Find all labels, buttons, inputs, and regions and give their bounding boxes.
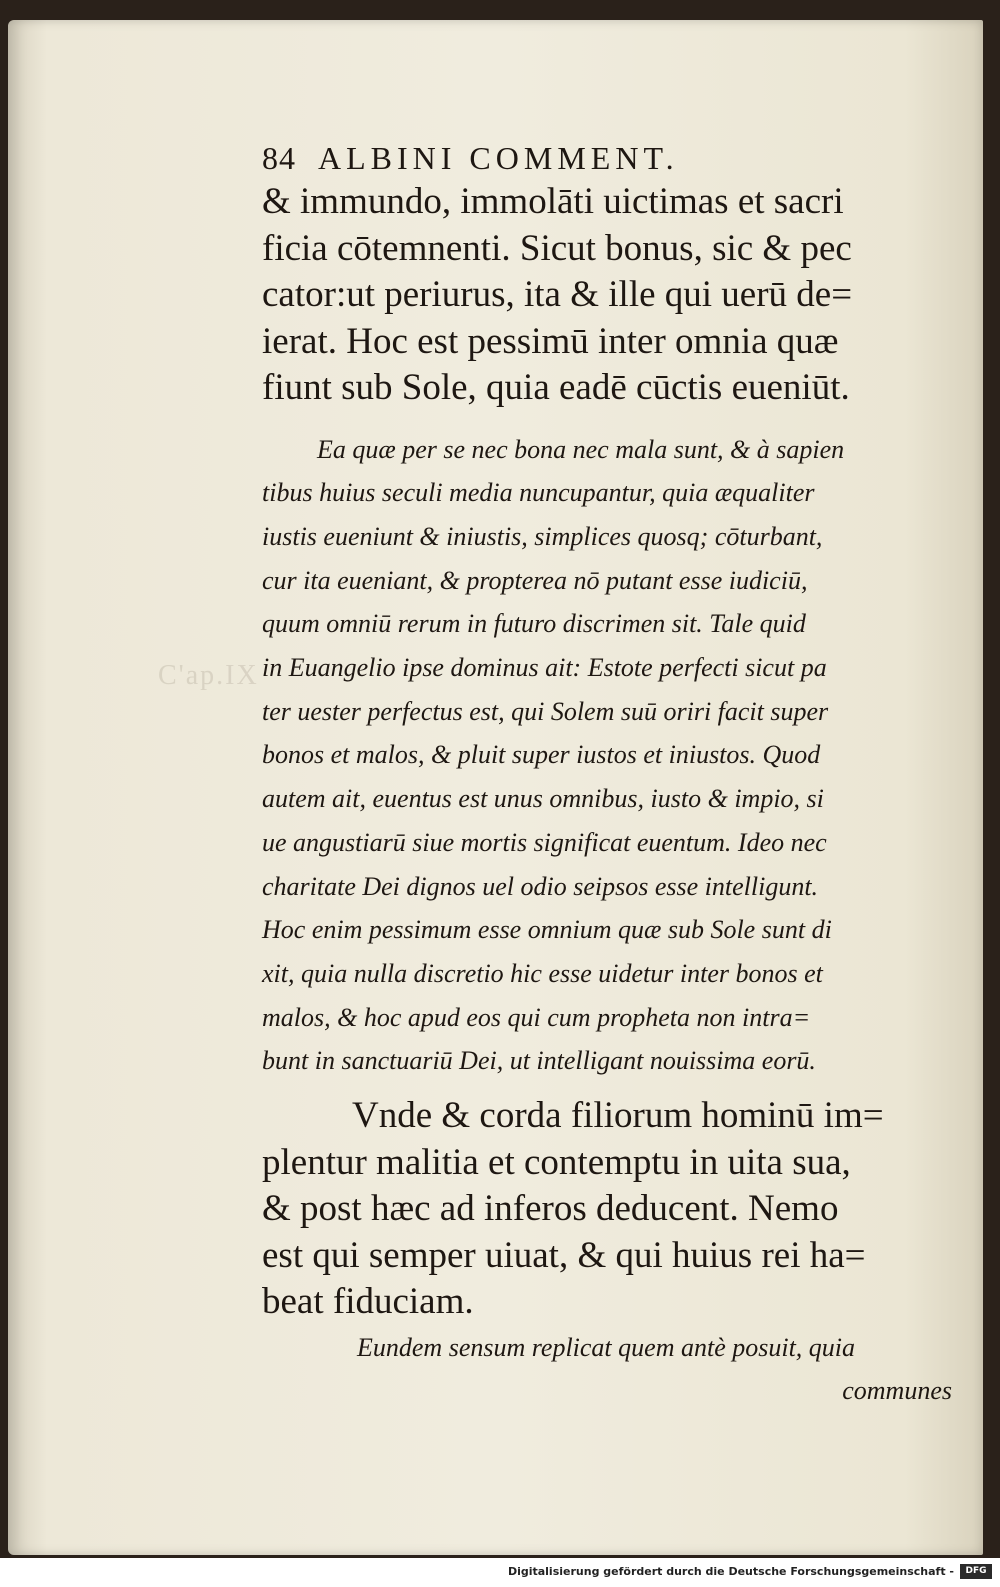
main-text-line: ierat. Hoc est pessimū inter omnia quæ	[262, 320, 839, 362]
main-text-line: fiunt sub Sole, quia eadē cūctis eueniūt.	[262, 367, 850, 408]
main-text-line: & post hæc ad inferos deducent. Nemo	[262, 1188, 839, 1230]
commentary-line: bonos et malos, & pluit super iustos et iniustos. Quod	[262, 740, 821, 770]
commentary-line: autem ait, euentus est unus omnibus, iusto & impio, si	[262, 784, 824, 814]
catchword: communes	[842, 1376, 952, 1406]
commentary-line: xit, quia nulla discretio hic esse uidetur inter bonos et	[262, 958, 823, 988]
running-head: ALBINI COMMENT.	[318, 140, 679, 176]
commentary-line: Hoc enim pessimum esse omnium quæ sub Sole sunt di	[262, 915, 832, 945]
commentary-line: in Euangelio ipse dominus ait: Estote perfecti sicut pa	[262, 653, 827, 683]
commentary-line: quum omniū rerum in futuro discrimen sit. Tale quid	[262, 609, 806, 639]
commentary-block-2	[262, 1326, 952, 1413]
main-text-block-2	[262, 1093, 952, 1326]
footer-credit: Digitalisierung gefördert durch die Deutsche Forschungsgemeinschaft -	[507, 1565, 954, 1578]
page-number: 84	[262, 140, 296, 176]
commentary-line: tibus huius seculi media nuncupantur, quia æqualiter	[262, 478, 815, 508]
main-text-line: cator:ut periurus, ita & ille qui uerū de=	[262, 274, 853, 315]
main-text-line: est qui semper uiuat, & qui huius rei ha=	[262, 1234, 866, 1276]
main-text-block-1	[262, 179, 952, 412]
page-header	[262, 140, 952, 177]
main-text-line: & immundo, immolāti uictimas et sacri	[262, 181, 844, 222]
digitization-footer	[0, 1558, 1000, 1587]
commentary-line: malos, & hoc apud eos qui cum propheta non intra=	[262, 1002, 811, 1032]
commentary-line: ue angustiarū siue mortis significat euentum. Ideo nec	[262, 827, 827, 857]
bleed-through-left: C'ap.IX	[158, 660, 259, 691]
commentary-line: bunt in sanctuariū Dei, ut intelligant nouissima eorū.	[262, 1046, 816, 1076]
commentary-line: charitate Dei dignos uel odio seipsos esse intelligunt.	[262, 871, 819, 901]
page-content	[262, 140, 952, 1413]
main-text-line: plentur malitia et contemptu in uita sua,	[262, 1141, 851, 1183]
main-text-line: Vnde & corda filiorum hominū im=	[352, 1095, 884, 1137]
commentary-line: cur ita eueniant, & propterea nō putant esse iudiciū,	[262, 565, 808, 595]
commentary-line: Ea quæ per se nec bona nec mala sunt, & à sapien	[317, 434, 845, 464]
commentary-line: iustis eueniunt & iniustis, simplices quosq; cōturbant,	[262, 521, 823, 551]
dfg-logo: DFG	[960, 1564, 992, 1579]
commentary-line: Eundem sensum replicat quem antè posuit, quia	[357, 1332, 856, 1362]
main-text-line: ficia cōtemnenti. Sicut bonus, sic & pec	[262, 227, 852, 269]
commentary-line: ter uester perfectus est, qui Solem suū oriri facit super	[262, 696, 829, 726]
main-text-line: beat fiduciam.	[262, 1281, 474, 1323]
commentary-block-1	[262, 428, 962, 1084]
